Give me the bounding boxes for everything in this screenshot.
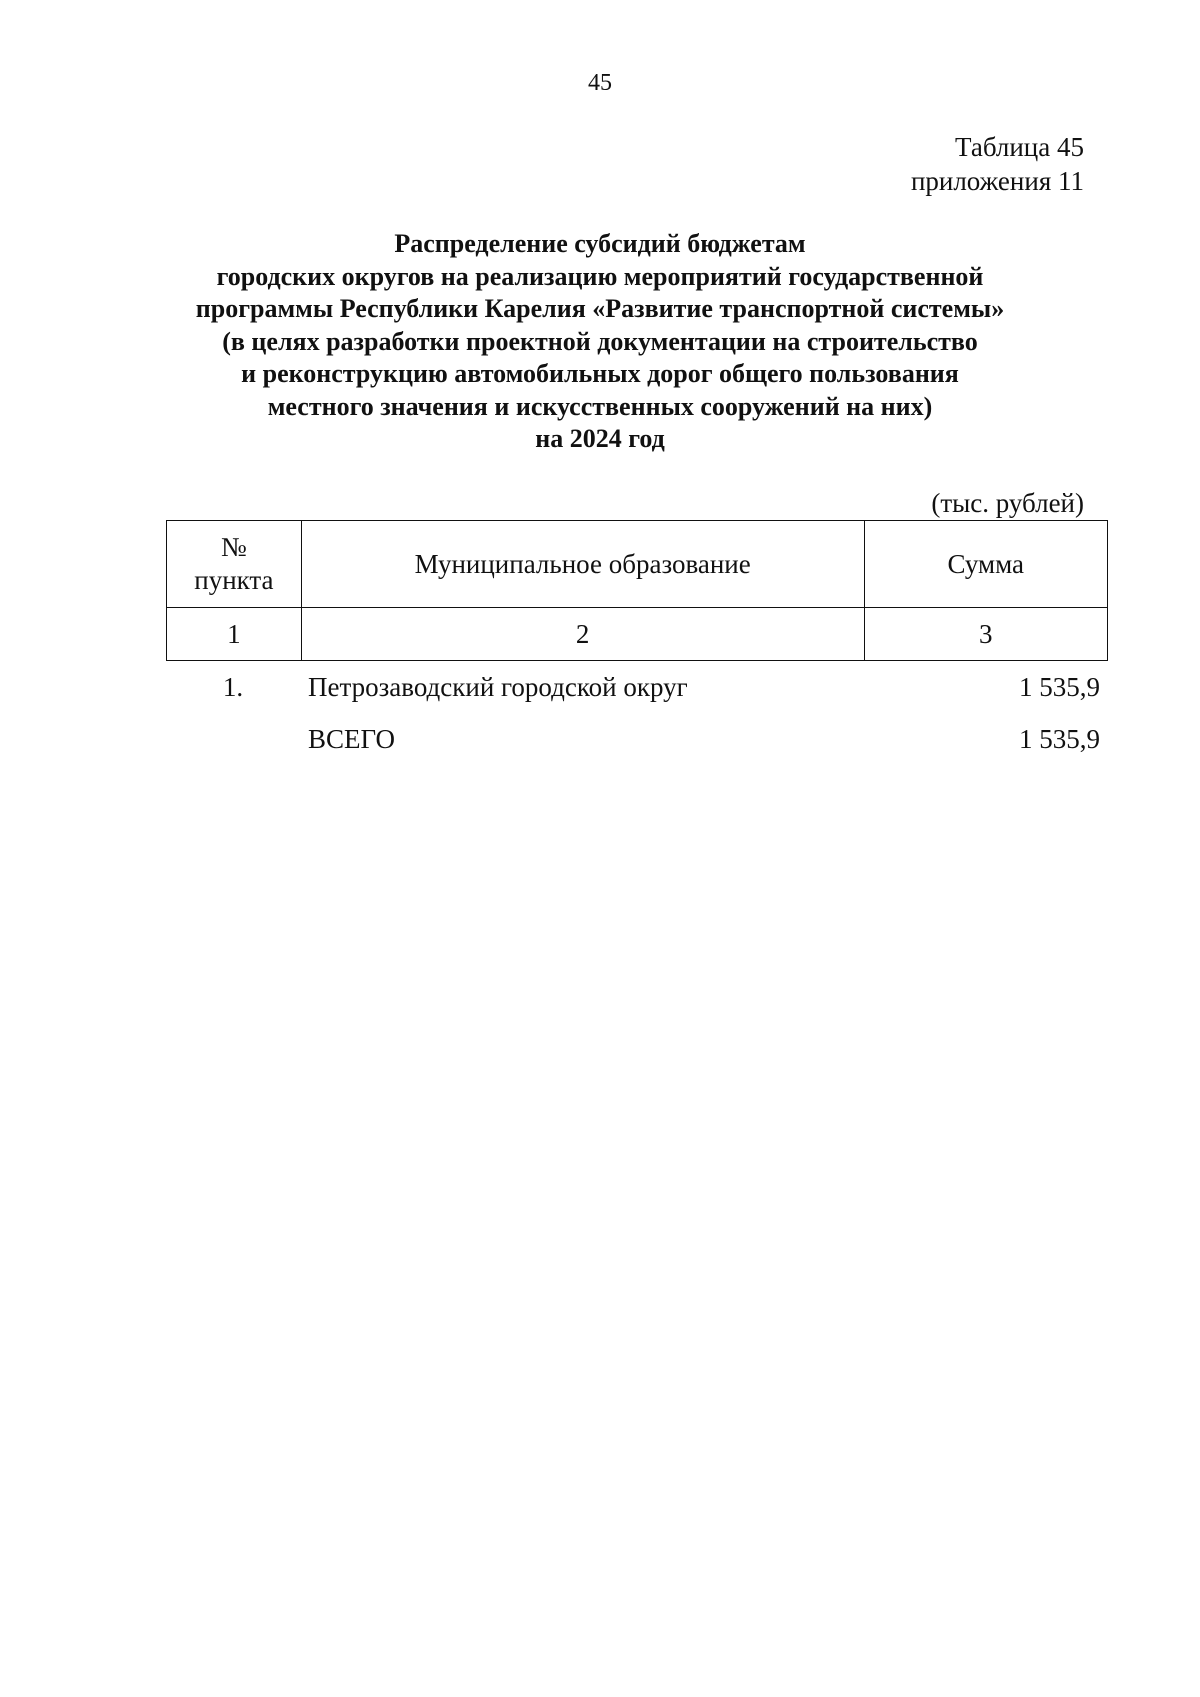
header-sum: Сумма xyxy=(864,521,1107,608)
column-number: 3 xyxy=(864,608,1107,661)
table-row xyxy=(0,672,1200,706)
document-title xyxy=(0,228,1200,456)
header-item-word: пункта xyxy=(194,565,274,595)
total-sum: 1 535,9 xyxy=(1019,724,1100,754)
title-line: на 2024 год xyxy=(535,424,665,453)
row-municipality: Петрозаводский городской округ xyxy=(308,672,688,702)
title-line: местного значения и искусственных сооружений на них) xyxy=(267,391,933,421)
total-label: ВСЕГО xyxy=(308,724,395,754)
header-municipality: Муниципальное образование xyxy=(301,521,864,608)
table-reference xyxy=(911,130,1084,198)
header-item-number xyxy=(167,521,302,608)
title-line: и реконструкцию автомобильных дорог общего пользования xyxy=(241,359,959,388)
table-reference-line-2: приложения 11 xyxy=(910,166,1084,196)
distribution-table-header xyxy=(166,520,1108,661)
page-number: 45 xyxy=(588,70,612,96)
title-line: Распределение субсидий бюджетам xyxy=(394,229,806,258)
column-number: 1 xyxy=(167,608,302,661)
column-numbers-row xyxy=(167,608,1108,661)
title-line: программы Республики Карелия «Развитие транспортной системы» xyxy=(195,294,1005,323)
row-number: 1. xyxy=(222,672,244,702)
column-number: 2 xyxy=(301,608,864,661)
total-row xyxy=(0,724,1200,758)
table-reference-line-1: Таблица 45 xyxy=(955,132,1084,162)
header-number-sign: № xyxy=(221,532,247,562)
title-line: (в целях разработки проектной документации на строительство xyxy=(222,326,978,356)
row-sum: 1 535,9 xyxy=(1019,672,1100,702)
table-header-row xyxy=(167,521,1108,608)
units-label: (тыс. рублей) xyxy=(931,488,1084,518)
title-line: городских округов на реализацию мероприятий государственной xyxy=(216,261,984,291)
